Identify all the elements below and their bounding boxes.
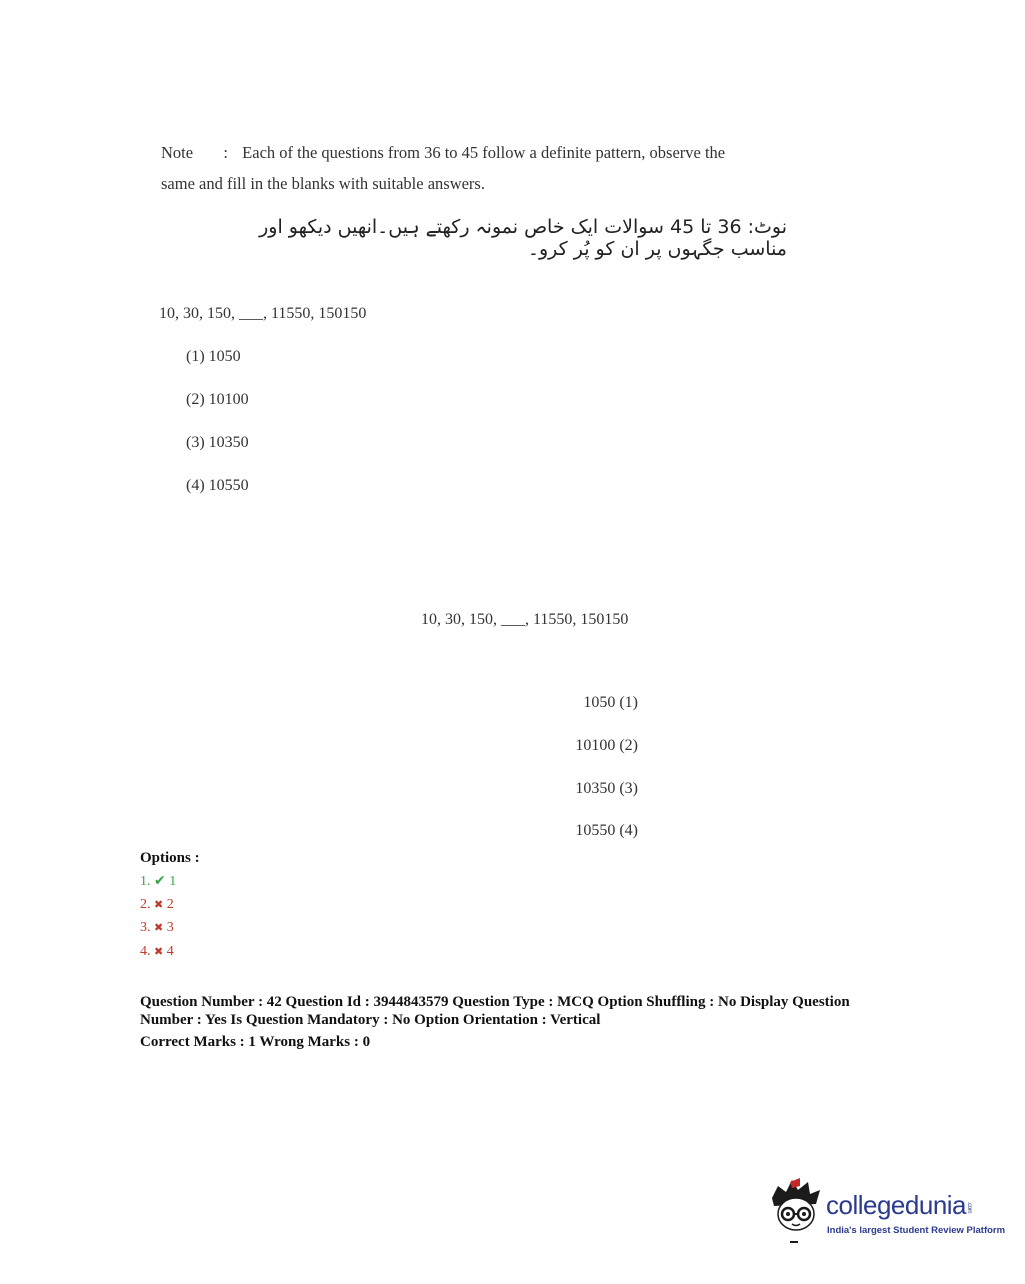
logo-name: collegedunia xyxy=(826,1190,967,1220)
answer-option-1-value: 1 xyxy=(169,874,177,889)
answer-option-2-num: 2. xyxy=(140,897,151,912)
answer-option-4-value: 4 xyxy=(166,944,174,959)
check-icon: ✔ xyxy=(154,873,166,889)
note-line-2: same and fill in the blanks with suitable answers. xyxy=(161,174,485,193)
cross-icon: ✖ xyxy=(154,945,164,958)
cross-icon: ✖ xyxy=(154,898,164,911)
answer-option-3-num: 3. xyxy=(140,920,151,935)
mascot-icon xyxy=(766,1176,826,1246)
options-title: Options : xyxy=(140,850,200,866)
logo-tagline: India's largest Student Review Platform xyxy=(827,1225,1006,1236)
option-3: (3) 10350 xyxy=(186,434,249,451)
answer-option-2-value: 2 xyxy=(166,897,174,912)
urdu-option-1: 1050 (1) xyxy=(583,694,638,711)
answer-option-4 xyxy=(140,944,174,960)
urdu-option-3: 10350 (3) xyxy=(575,780,638,797)
question-meta-line-1: Question Number : 42 Question Id : 3944843579 Question Type : MCQ Option Shuffling : No Display Question xyxy=(140,994,850,1010)
note-line-1 xyxy=(161,143,725,163)
logo-suffix: .com xyxy=(966,1201,973,1213)
answer-option-1 xyxy=(140,873,176,890)
note-label: Note xyxy=(161,143,194,162)
urdu-question-sequence: 10, 30, 150, ___, 11550, 150150 xyxy=(421,611,629,628)
option-1: (1) 1050 xyxy=(186,348,241,365)
question-sequence: 10, 30, 150, ___, 11550, 150150 xyxy=(159,305,367,322)
answer-option-3-value: 3 xyxy=(166,920,174,935)
question-meta-line-2: Number : Yes Is Question Mandatory : No Option Orientation : Vertical xyxy=(140,1012,601,1028)
answer-option-1-num: 1. xyxy=(140,874,151,889)
question-meta-line-3: Correct Marks : 1 Wrong Marks : 0 xyxy=(140,1034,371,1050)
answer-option-4-num: 4. xyxy=(140,944,151,959)
answer-option-2 xyxy=(140,897,174,913)
note-colon: : xyxy=(223,143,228,162)
urdu-note: نوٹ: 36 تا 45 سوالات ایک خاص نمونہ رکھتے ہیں۔انھیں دیکھو اور مناسب جگہوں پر ان کو پُر کرو۔ xyxy=(259,216,787,260)
answer-option-3 xyxy=(140,920,174,936)
collegedunia-logo xyxy=(766,1176,1006,1246)
note-text-1: Each of the questions from 36 to 45 follow a definite pattern, observe the xyxy=(242,143,726,162)
option-4: (4) 10550 xyxy=(186,477,249,494)
urdu-option-4: 10550 (4) xyxy=(575,822,638,839)
urdu-option-2: 10100 (2) xyxy=(575,737,638,754)
cross-icon: ✖ xyxy=(154,921,164,934)
option-2: (2) 10100 xyxy=(186,391,249,408)
